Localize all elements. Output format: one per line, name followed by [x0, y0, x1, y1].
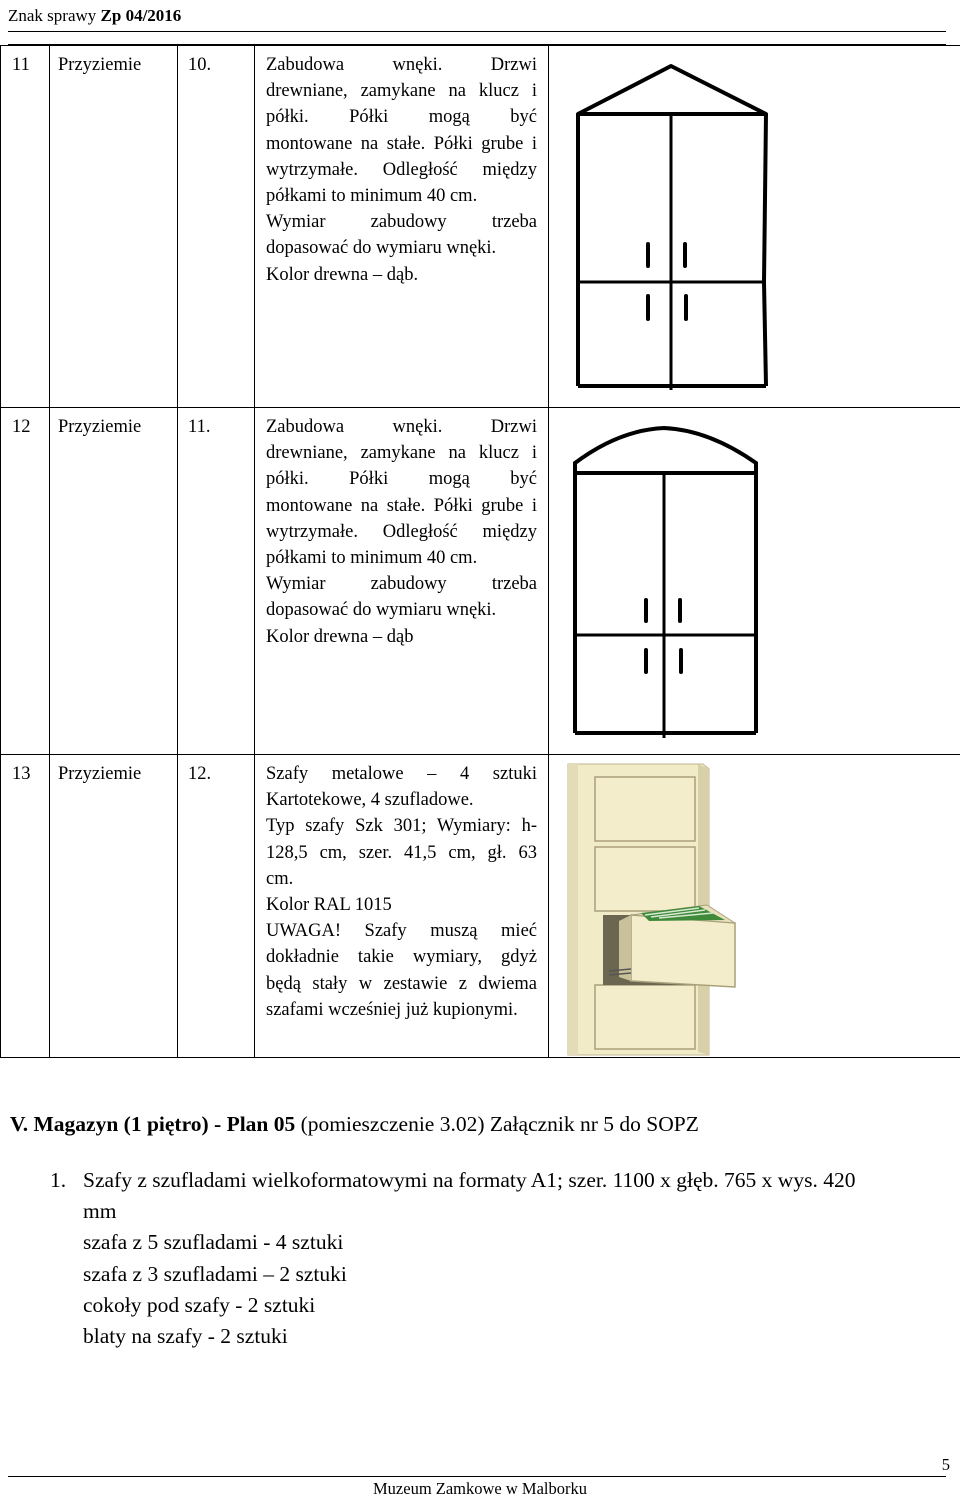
description-line: dokładnie takie wymiary, gdyż: [266, 947, 537, 968]
footer-text: Muzeum Zamkowe w Malborku: [373, 1479, 587, 1498]
footer-rule: [8, 1476, 946, 1477]
description-line: półki. Półki mogą być: [266, 469, 537, 490]
list-line: szafa z 3 szufladami – 2 sztuki: [83, 1261, 347, 1286]
page-number: 5: [941, 1455, 950, 1474]
description-line: szafami wcześniej już kupionymi.: [266, 999, 518, 1020]
list-line: blaty na szafy - 2 sztuki: [83, 1324, 288, 1349]
description-line: półkami to minimum 40 cm.: [266, 186, 478, 207]
description-line: wytrzymałe. Odległość między: [266, 159, 537, 180]
row-image-cell: [549, 755, 960, 1058]
row-number: 12: [1, 408, 50, 755]
description-line: montowane na stałe. Półki grube i: [266, 133, 537, 154]
description-line: Zabudowa wnęki. Drzwi: [266, 417, 537, 437]
row-number: 11: [1, 46, 50, 408]
row-location: Przyziemie: [50, 46, 178, 408]
items-table: [0, 45, 960, 1058]
description-line: będą stały w zestawie z dwiema: [266, 973, 537, 994]
description-line: Zabudowa wnęki. Drzwi: [266, 55, 537, 75]
description-line: 128,5 cm, szer. 41,5 cm, gł. 63: [266, 842, 537, 863]
row-item-number: 10.: [178, 46, 255, 408]
list-item: [83, 1165, 960, 1352]
section-heading: [10, 1112, 699, 1137]
description-line: dopasować do wymiaru wnęki.: [266, 600, 497, 621]
description-line: Szafy metalowe – 4 sztuki: [266, 764, 537, 784]
wardrobe-sketch-2: [549, 408, 960, 755]
description-line: wytrzymałe. Odległość między: [266, 521, 537, 542]
row-item-number: 12.: [178, 755, 255, 1058]
list-line: szafa z 5 szufladami - 4 sztuki: [83, 1230, 344, 1255]
description-line: UWAGA! Szafy muszą mieć: [266, 921, 537, 942]
list-line: mm: [83, 1199, 117, 1224]
description-line: Kolor RAL 1015: [266, 895, 392, 916]
description-line: Kolor drewna – dąb.: [266, 264, 419, 285]
description-line: Wymiar zabudowy trzeba: [266, 574, 537, 595]
table-row: [1, 755, 960, 1058]
section-heading-bold: V. Magazyn (1 piętro) - Plan 05: [10, 1112, 296, 1136]
description-line: półkami to minimum 40 cm.: [266, 548, 478, 569]
table-row: [1, 408, 960, 755]
description-line: dopasować do wymiaru wnęki.: [266, 238, 497, 259]
list-line: Szafy z szufladami wielkoformatowymi na formaty A1; szer. 1100 x głęb. 765 x wys. 420: [83, 1168, 856, 1192]
case-code: Zp 04/2016: [100, 6, 182, 25]
case-label: Znak sprawy: [8, 6, 97, 25]
row-location: Przyziemie: [50, 755, 178, 1058]
header-rule: [8, 31, 946, 32]
row-number: 13: [1, 755, 50, 1058]
wardrobe-sketch-1: [549, 46, 960, 408]
row-description: [255, 755, 549, 1058]
list-number: 1.: [50, 1168, 67, 1192]
table-row: [1, 46, 960, 408]
description-line: Wymiar zabudowy trzeba: [266, 212, 537, 233]
description-line: Kolor drewna – dąb: [266, 626, 414, 647]
row-image-cell: [549, 46, 960, 408]
description-line: drewniane, zamykane na klucz i: [266, 81, 537, 102]
row-location: Przyziemie: [50, 408, 178, 755]
description-line: półki. Półki mogą być: [266, 107, 537, 128]
description-line: montowane na stałe. Półki grube i: [266, 495, 537, 516]
description-line: cm.: [266, 868, 294, 889]
document-header: [8, 6, 181, 26]
section-heading-rest: (pomieszczenie 3.02) Załącznik nr 5 do SOPZ: [295, 1112, 699, 1136]
list-line: cokoły pod szafy - 2 sztuki: [83, 1292, 316, 1317]
row-item-number: 11.: [178, 408, 255, 755]
row-image-cell: [549, 408, 960, 755]
description-line: Typ szafy Szk 301; Wymiary: h-: [266, 816, 537, 837]
filing-cabinet-image: [549, 755, 960, 1058]
row-description: [255, 408, 549, 755]
description-line: drewniane, zamykane na klucz i: [266, 443, 537, 464]
description-line: Kartotekowe, 4 szufladowe.: [266, 790, 474, 811]
row-description: [255, 46, 549, 408]
